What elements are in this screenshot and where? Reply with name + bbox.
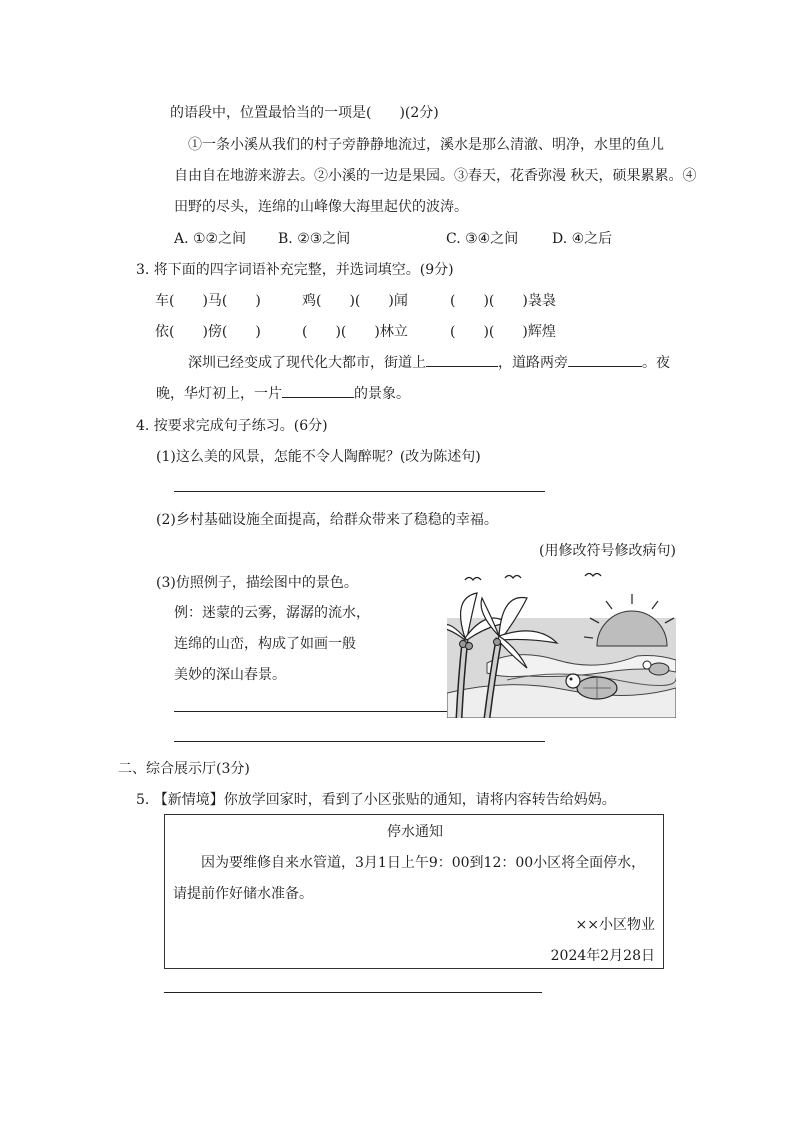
q3-fill-text-e: 的景象。 — [354, 386, 410, 402]
q4-answer-line-1[interactable] — [174, 491, 545, 492]
q3-fill-text-b: ，道路两旁 — [498, 355, 568, 371]
q3-word-5[interactable]: ( )( )林立 — [302, 324, 408, 340]
q3-word-6[interactable]: ( )( )辉煌 — [450, 324, 556, 340]
q2-prompt: 的语段中，位置最恰当的一项是( )(2分) — [170, 105, 439, 121]
q3-blank-2[interactable] — [568, 366, 642, 367]
q4-example-line-2: 连绵的山峦，构成了如画一般 — [174, 636, 356, 652]
q2-option-d[interactable]: D. ④之后 — [552, 231, 613, 247]
q3-word-2[interactable]: 鸡( )( )闻 — [302, 293, 408, 309]
q2-option-a[interactable]: A. ①②之间 — [174, 231, 247, 247]
q2-passage-line-2: 自由自在地游来游去。②小溪的一边是果园。③春天，花香弥漫 秋天，硕果累累。④ — [174, 168, 697, 184]
notice-title: 停水通知 — [387, 824, 443, 840]
q4-sentence-1: (1)这么美的风景，怎能不令人陶醉呢？(改为陈述句) — [156, 449, 481, 465]
q2-passage-line-3: 田野的尽头，连绵的山峰像大海里起伏的波涛。 — [174, 199, 468, 215]
q4-example-line-1: 例：迷蒙的云雾，潺潺的流水， — [174, 605, 370, 621]
q4-sentence-3: (3)仿照例子，描绘图中的景色。 — [156, 575, 358, 591]
notice-body-line-1: 因为要维修自来水管道，3月1日上午9：00到12：00小区将全面停水， — [201, 855, 646, 871]
beach-scene-illustration — [447, 568, 676, 718]
q4-example-line-3: 美妙的深山春景。 — [174, 667, 286, 683]
q4-title: 4. 按要求完成句子练习。(6分) — [136, 418, 328, 434]
q4-answer-line-3[interactable] — [174, 741, 545, 742]
q3-blank-3[interactable] — [282, 397, 354, 398]
q4-sentence-2: (2)乡村基础设施全面提高，给群众带来了稳稳的幸福。 — [156, 512, 498, 528]
q2-passage-line-1: ①一条小溪从我们的村子旁静静地流过，溪水是那么清澈、明净，水里的鱼儿 — [188, 137, 664, 153]
q3-blank-1[interactable] — [426, 366, 498, 367]
q3-word-4[interactable]: 依( )傍( ) — [155, 324, 261, 340]
q4-sentence-2-instruction: (用修改符号修改病句) — [539, 543, 676, 559]
q3-fill-text-c: 。夜 — [642, 355, 670, 371]
q3-word-1[interactable]: 车( )马( ) — [155, 293, 261, 309]
notice-box — [164, 814, 664, 969]
notice-signature: ××小区物业 — [575, 917, 655, 933]
q3-word-3[interactable]: ( )( )袅袅 — [450, 293, 556, 309]
notice-date: 2024年2月28日 — [550, 948, 655, 964]
q3-fill-text-d: 晚，华灯初上，一片 — [156, 386, 282, 402]
q5-title: 5. 【新情境】你放学回家时，看到了小区张贴的通知，请将内容转告给妈妈。 — [136, 792, 616, 808]
q2-option-b[interactable]: B. ②③之间 — [278, 231, 351, 247]
q4-answer-line-2[interactable] — [174, 711, 450, 712]
q3-fill-sentence-1 — [188, 354, 670, 372]
section-2-title: 二、综合展示厅(3分) — [118, 761, 250, 777]
q3-fill-text-a: 深圳已经变成了现代化大都市，街道上 — [188, 355, 426, 371]
q3-title: 3. 将下面的四字词语补充完整，并选词填空。(9分) — [136, 262, 454, 278]
q2-option-c[interactable]: C. ③④之间 — [446, 231, 519, 247]
q3-fill-sentence-2 — [156, 385, 410, 403]
q5-answer-line[interactable] — [164, 992, 542, 993]
notice-body-line-2: 请提前作好储水准备。 — [173, 886, 313, 902]
